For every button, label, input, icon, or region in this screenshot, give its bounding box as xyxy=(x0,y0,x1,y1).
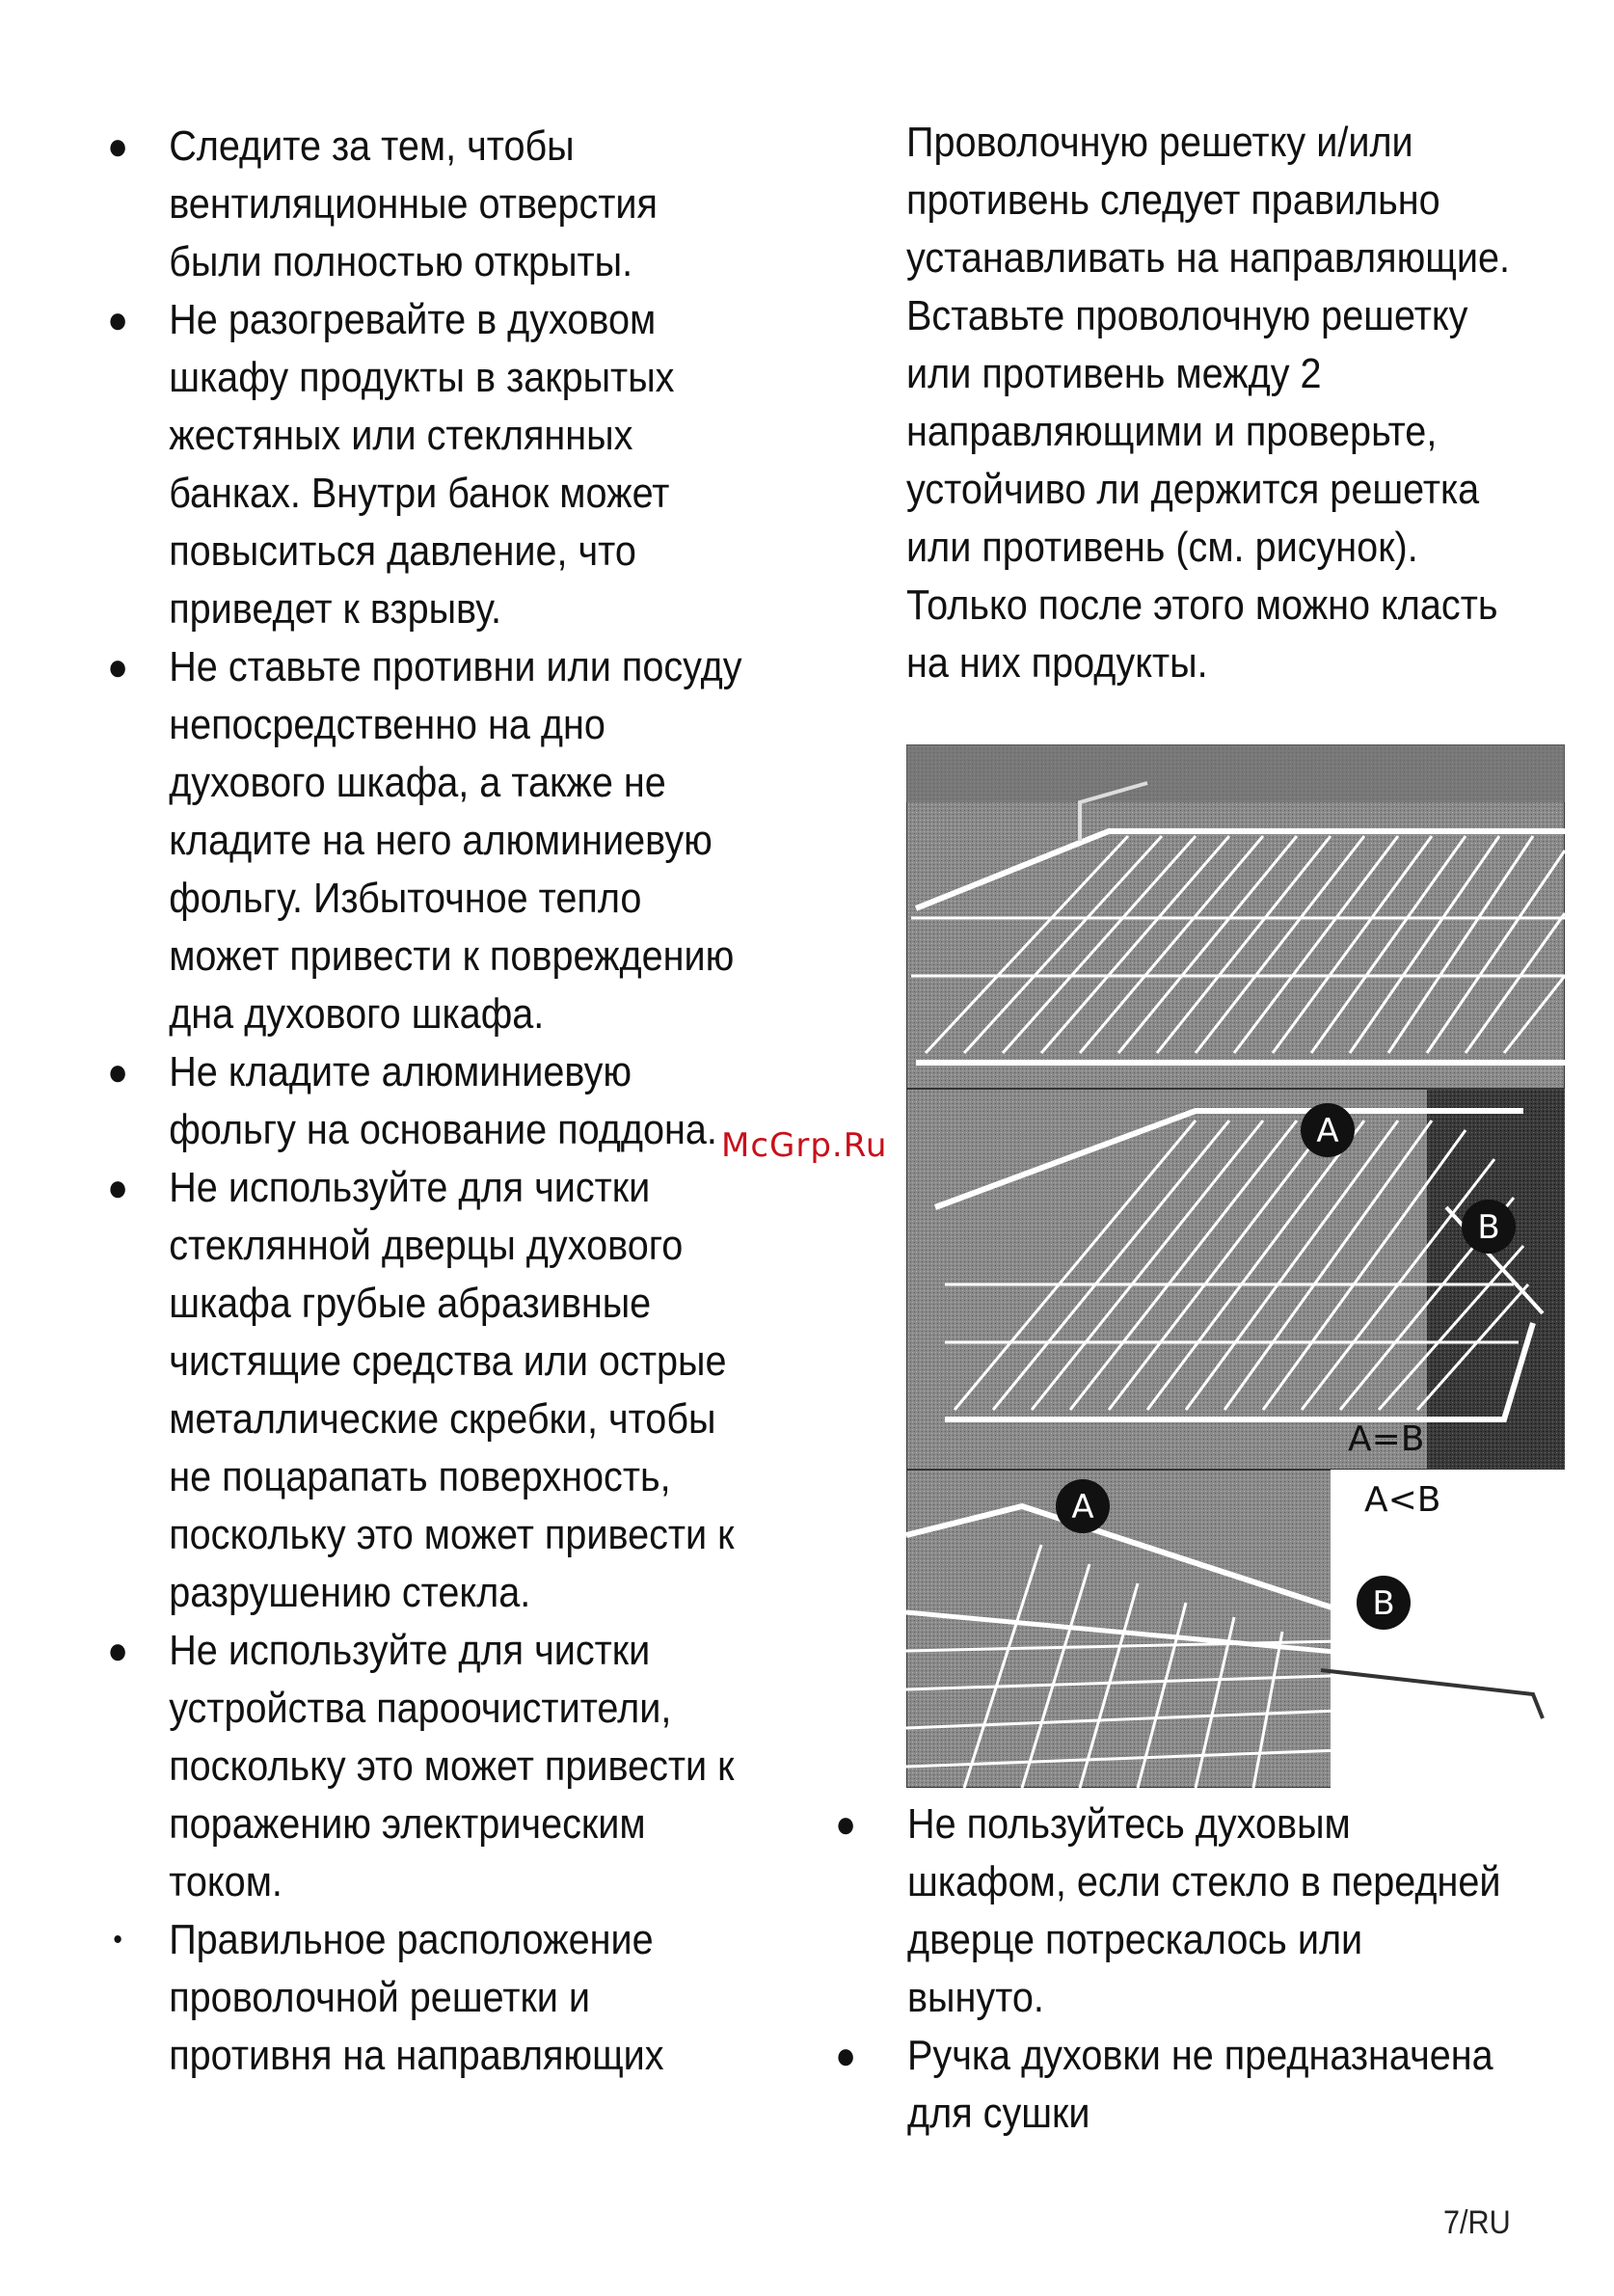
caption-a-less-b: A<B xyxy=(1364,1480,1441,1520)
list-item-text: Правильное расположение проволочной решетки и противня на направляющих xyxy=(169,1916,664,2079)
label-a-text: A xyxy=(1316,1112,1339,1150)
label-b-marker xyxy=(1462,1200,1516,1254)
right-column-bullets xyxy=(829,1796,1506,2143)
list-item xyxy=(829,1796,1506,2027)
bullet-icon: ● xyxy=(107,1630,128,1672)
label-a-marker xyxy=(1056,1479,1110,1533)
list-item xyxy=(101,118,761,291)
watermark: McGrp.Ru xyxy=(721,1126,888,1165)
label-a-text: A xyxy=(1071,1488,1094,1526)
panel-top xyxy=(906,744,1565,1089)
bullet-icon: ● xyxy=(835,1803,856,1846)
bullet-icon: ● xyxy=(107,646,128,689)
label-b-marker xyxy=(1357,1576,1411,1630)
rack-placement-figure xyxy=(906,744,1565,1788)
list-item xyxy=(101,1622,761,1911)
list-item-text: Не разогревайте в духовом шкафу продукты в закрытых жестяных или стеклянных банках. Внутри банок может повыситься давление, что приведет к взрыву. xyxy=(169,296,675,633)
bullet-icon: ● xyxy=(107,125,128,168)
list-item xyxy=(101,291,761,638)
panel-middle xyxy=(906,1089,1565,1470)
list-item xyxy=(101,638,761,1043)
bullet-icon: ● xyxy=(107,1051,128,1094)
bullet-icon: ● xyxy=(107,1167,128,1209)
rack-figure-svg xyxy=(906,744,1565,1788)
list-item xyxy=(101,1911,761,2085)
list-item xyxy=(101,1043,761,1159)
right-bullet-list xyxy=(829,1796,1506,2143)
bullet-icon: ● xyxy=(107,299,128,341)
bullet-icon: ● xyxy=(835,2035,856,2077)
panel-bottom xyxy=(906,1470,1565,1788)
list-item-text: Не кладите алюминиевую фольгу на основание поддона. xyxy=(169,1048,717,1153)
list-item-text: Не пользуйтесь духовым шкафом, если стекло в передней дверце потрескалось или вынуто. xyxy=(907,1800,1501,2021)
list-item-text: Следите за тем, чтобы вентиляционные отверстия были полностью открыты. xyxy=(169,122,658,285)
list-item-text: Не используйте для чистки стеклянной дверцы духового шкафа грубые абразивные чистящие средства или острые металлические скребки, чтобы не поцарапать поверхность, поскольку это может привести к разрушению стекла. xyxy=(169,1164,735,1616)
list-item-text: Ручка духовки не предназначена для сушки xyxy=(907,2032,1493,2137)
list-item xyxy=(101,1159,761,1622)
label-a-marker xyxy=(1301,1103,1355,1157)
list-item-text: Не ставьте противни или посуду непосредственно на дно духового шкафа, а также не кладите на него алюминиевую фольгу. Избыточное тепло может привести к повреждению дна духового шкафа. xyxy=(169,643,742,1038)
list-item-text: Не используйте для чистки устройства пароочистители, поскольку это может привести к поражению электрическим током. xyxy=(169,1627,735,1905)
bullet-icon: • xyxy=(113,1924,122,1956)
list-item xyxy=(829,2027,1506,2143)
label-b-text: B xyxy=(1372,1584,1395,1623)
caption-a-equals-b: A=B xyxy=(1348,1419,1425,1459)
right-paragraph: Проволочную решетку и/или противень следует правильно устанавливать на направляющие. Вставьте проволочную решетку или противень между 2 направляющими и проверьте, устойчиво ли держится решетка или противень (см. рисунок). Только после этого можно класть на них продукты. xyxy=(906,119,1511,687)
left-column xyxy=(101,118,761,2085)
left-bullet-list xyxy=(101,118,761,2085)
label-b-text: B xyxy=(1477,1208,1500,1247)
page-number: 7/RU xyxy=(1443,2204,1511,2241)
